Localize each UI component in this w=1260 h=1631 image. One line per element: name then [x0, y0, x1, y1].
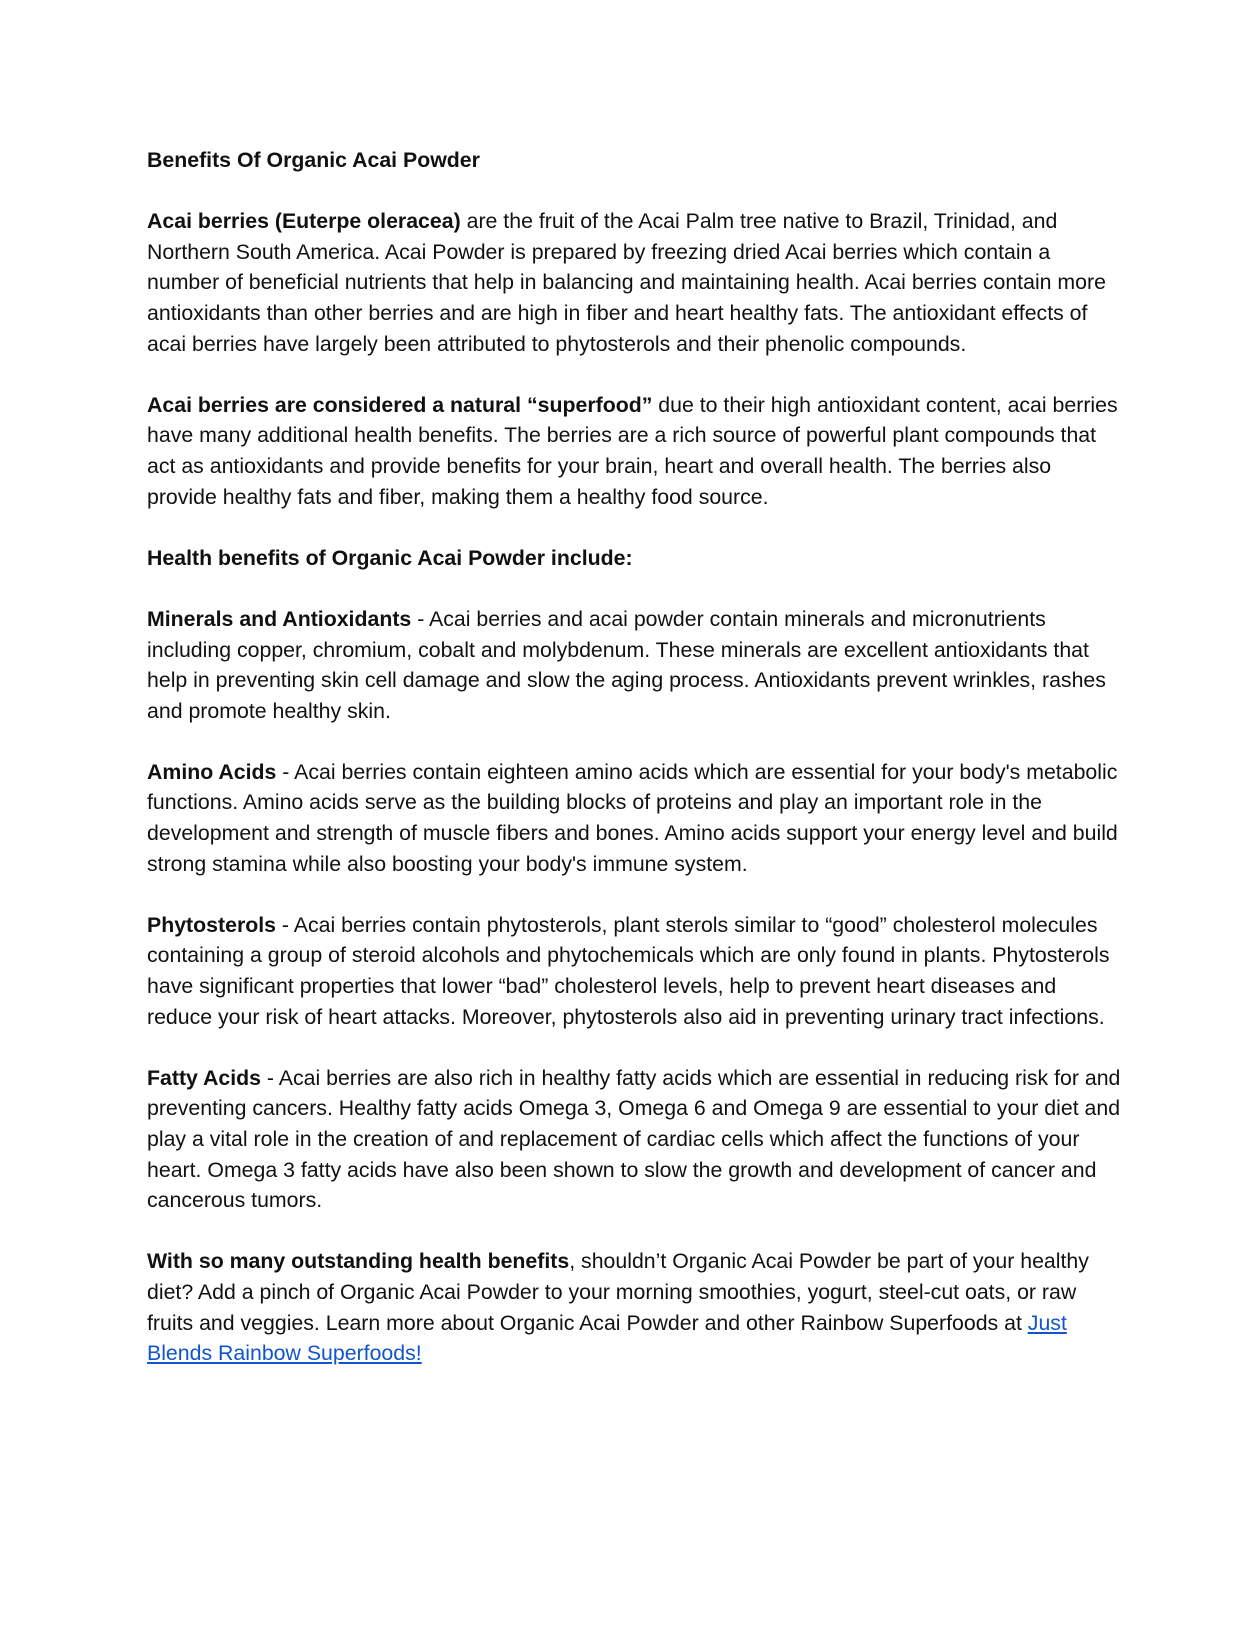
benefit-amino-acids-paragraph [147, 757, 1122, 879]
superfood-lead: Acai berries are considered a natural “superfood” [147, 392, 653, 417]
superfood-text: due to their high antioxidant content, acai berries have many additional health benefits. The berries are a rich source of powerful plant compounds that act as antioxidants and provide benefits for your brain, heart and overall health. The berries also provide healthy fats and fiber, making them a healthy food source. [147, 392, 1118, 509]
benefit-fatty-acids-paragraph [147, 1063, 1122, 1216]
closing-lead: With so many outstanding health benefits [147, 1249, 570, 1274]
benefit-text: - Acai berries contain eighteen amino acids which are essential for your body's metabolic functions. Amino acids serve as the building blocks of proteins and play an important role in the development and strength of muscle fibers and bones. Amino acids support your energy level and build strong stamina while also boosting your body's immune system. [147, 759, 1118, 876]
benefit-text: - Acai berries and acai powder contain minerals and micronutrients including copper, chromium, cobalt and molybdenum. These minerals are excellent antioxidants that help in preventing skin cell damage and slow the aging process. Antioxidants prevent wrinkles, rashes and promote healthy skin. [147, 606, 1106, 723]
document-page [147, 145, 1122, 1399]
intro-lead: Acai berries (Euterpe oleracea) [147, 209, 461, 234]
benefit-lead: Amino Acids [147, 759, 277, 784]
closing-text: , shouldn’t Organic Acai Powder be part of your healthy diet? Add a pinch of Organic Acai Powder to your morning smoothies, yogurt, steel-cut oats, or raw fruits and veggies. Learn more about Organic Acai Powder and other Rainbow Superfoods at [147, 1249, 1089, 1335]
benefits-heading: Health benefits of Organic Acai Powder include: [147, 545, 633, 570]
document-title: Benefits Of Organic Acai Powder [147, 148, 480, 172]
benefit-text: - Acai berries are also rich in healthy fatty acids which are essential in reducing risk for and preventing cancers. Healthy fatty acids Omega 3, Omega 6 and Omega 9 are essential to your diet and play a vital role in the creation of and replacement of cardiac cells which affect the functions of your heart. Omega 3 fatty acids have also been shown to slow the growth and development of cancer and cancerous tumors. [147, 1065, 1121, 1213]
closing-paragraph [147, 1246, 1122, 1368]
benefit-text: - Acai berries contain phytosterols, plant sterols similar to “good” cholesterol molecules containing a group of steroid alcohols and phytochemicals which are only found in plants. Phytosterols have significant properties that lower “bad” cholesterol levels, help to prevent heart diseases and reduce your risk of heart attacks. Moreover, phytosterols also aid in preventing urinary tract infections. [147, 912, 1110, 1029]
benefit-lead: Fatty Acids [147, 1065, 262, 1090]
benefit-phytosterols-paragraph [147, 910, 1122, 1032]
intro-paragraph [147, 206, 1122, 359]
benefit-minerals-paragraph [147, 604, 1122, 726]
rainbow-superfoods-link[interactable]: Just Blends Rainbow Superfoods! [147, 1310, 1067, 1366]
benefit-lead: Phytosterols [147, 912, 276, 937]
intro-text: are the fruit of the Acai Palm tree native to Brazil, Trinidad, and Northern South America. Acai Powder is prepared by freezing dried Acai berries which contain a number of beneficial nutrients that help in balancing and maintaining health. Acai berries contain more antioxidants than other berries and are high in fiber and heart healthy fats. The antioxidant effects of acai berries have largely been attributed to phytosterols and their phenolic compounds. [147, 209, 1106, 356]
benefit-lead: Minerals and Antioxidants [147, 606, 412, 631]
superfood-paragraph [147, 390, 1122, 512]
